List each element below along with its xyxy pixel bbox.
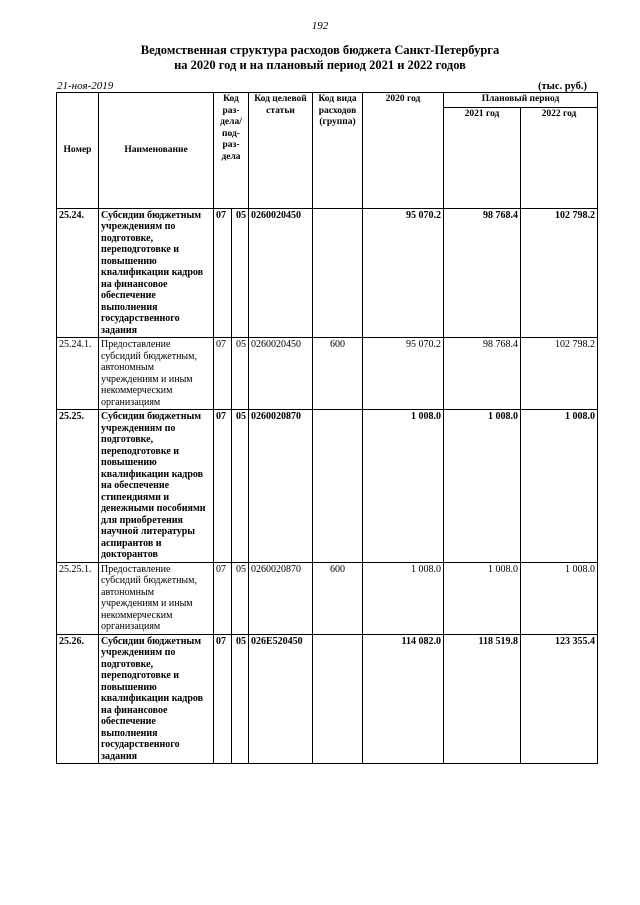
header-number: Номер [57, 93, 99, 209]
row-target: 0260020870 [249, 562, 313, 634]
row-section: 07 [214, 562, 232, 634]
row-2022: 1 008.0 [521, 410, 598, 563]
row-expense [313, 410, 363, 563]
row-2022: 102 798.2 [521, 208, 598, 338]
row-2020: 114 082.0 [363, 634, 444, 764]
row-name: Субсидии бюджетным учреждениям по подготовке, переподготовке и повышению квалификации кадров на финансовое обеспечение выполнения государственного задания [99, 634, 214, 764]
row-name: Предоставление субсидий бюджетным, автономным учреждениям и иным некоммерческим организациям [99, 562, 214, 634]
row-name: Субсидии бюджетным учреждениям по подготовке, переподготовке и повышению квалификации кадров на финансовое обеспечение выполнения государственного задания [99, 208, 214, 338]
row-section: 07 [214, 410, 232, 563]
row-expense: 600 [313, 338, 363, 410]
document-title [0, 43, 640, 73]
row-2022: 1 008.0 [521, 562, 598, 634]
row-2021: 98 768.4 [444, 208, 521, 338]
table-header-row [57, 93, 598, 108]
row-section: 07 [214, 338, 232, 410]
table-row [57, 338, 598, 410]
row-subsection: 05 [232, 208, 249, 338]
header-section-code: Код раз-дела/ под-раз-дела [214, 93, 249, 209]
row-target: 0260020870 [249, 410, 313, 563]
row-number: 25.26. [57, 634, 99, 764]
row-2022: 123 355.4 [521, 634, 598, 764]
header-2020: 2020 год [363, 93, 444, 209]
row-2021: 98 768.4 [444, 338, 521, 410]
row-2020: 1 008.0 [363, 562, 444, 634]
row-subsection: 05 [232, 634, 249, 764]
row-number: 25.25. [57, 410, 99, 563]
table-row [57, 562, 598, 634]
row-2022: 102 798.2 [521, 338, 598, 410]
header-2021: 2021 год [444, 107, 521, 208]
row-expense [313, 208, 363, 338]
row-name: Субсидии бюджетным учреждениям по подготовке, переподготовке и повышению квалификации кадров на обеспечение стипендиями и денежными пособиями для приобретения научной литературы аспирантов и докторантов [99, 410, 214, 563]
row-target: 0260020450 [249, 208, 313, 338]
row-2020: 1 008.0 [363, 410, 444, 563]
document-date: 21-ноя-2019 [57, 80, 114, 92]
title-line-2: на 2020 год и на плановый период 2021 и 2022 годов [174, 58, 466, 72]
row-2021: 1 008.0 [444, 410, 521, 563]
header-expense-code: Код вида расходов (группа) [313, 93, 363, 209]
row-subsection: 05 [232, 338, 249, 410]
row-name: Предоставление субсидий бюджетным, автономным учреждениям и иным некоммерческим организациям [99, 338, 214, 410]
header-planned-period: Плановый период [444, 93, 598, 108]
row-expense [313, 634, 363, 764]
row-2020: 95 070.2 [363, 208, 444, 338]
row-2020: 95 070.2 [363, 338, 444, 410]
table-row [57, 634, 598, 764]
header-2022: 2022 год [521, 107, 598, 208]
table-row [57, 410, 598, 563]
table-row [57, 208, 598, 338]
budget-table [56, 92, 598, 764]
row-section: 07 [214, 634, 232, 764]
row-number: 25.24. [57, 208, 99, 338]
row-number: 25.25.1. [57, 562, 99, 634]
page-number: 192 [311, 20, 329, 32]
row-expense: 600 [313, 562, 363, 634]
row-subsection: 05 [232, 410, 249, 563]
row-subsection: 05 [232, 562, 249, 634]
row-number: 25.24.1. [57, 338, 99, 410]
row-target: 026E520450 [249, 634, 313, 764]
title-line-1: Ведомственная структура расходов бюджета Санкт-Петербурга [140, 43, 500, 57]
header-target-code: Код целевой статьи [249, 93, 313, 209]
row-section: 07 [214, 208, 232, 338]
row-2021: 1 008.0 [444, 562, 521, 634]
row-target: 0260020450 [249, 338, 313, 410]
header-name: Наименование [99, 93, 214, 209]
row-2021: 118 519.8 [444, 634, 521, 764]
units-label: (тыс. руб.) [538, 81, 587, 92]
